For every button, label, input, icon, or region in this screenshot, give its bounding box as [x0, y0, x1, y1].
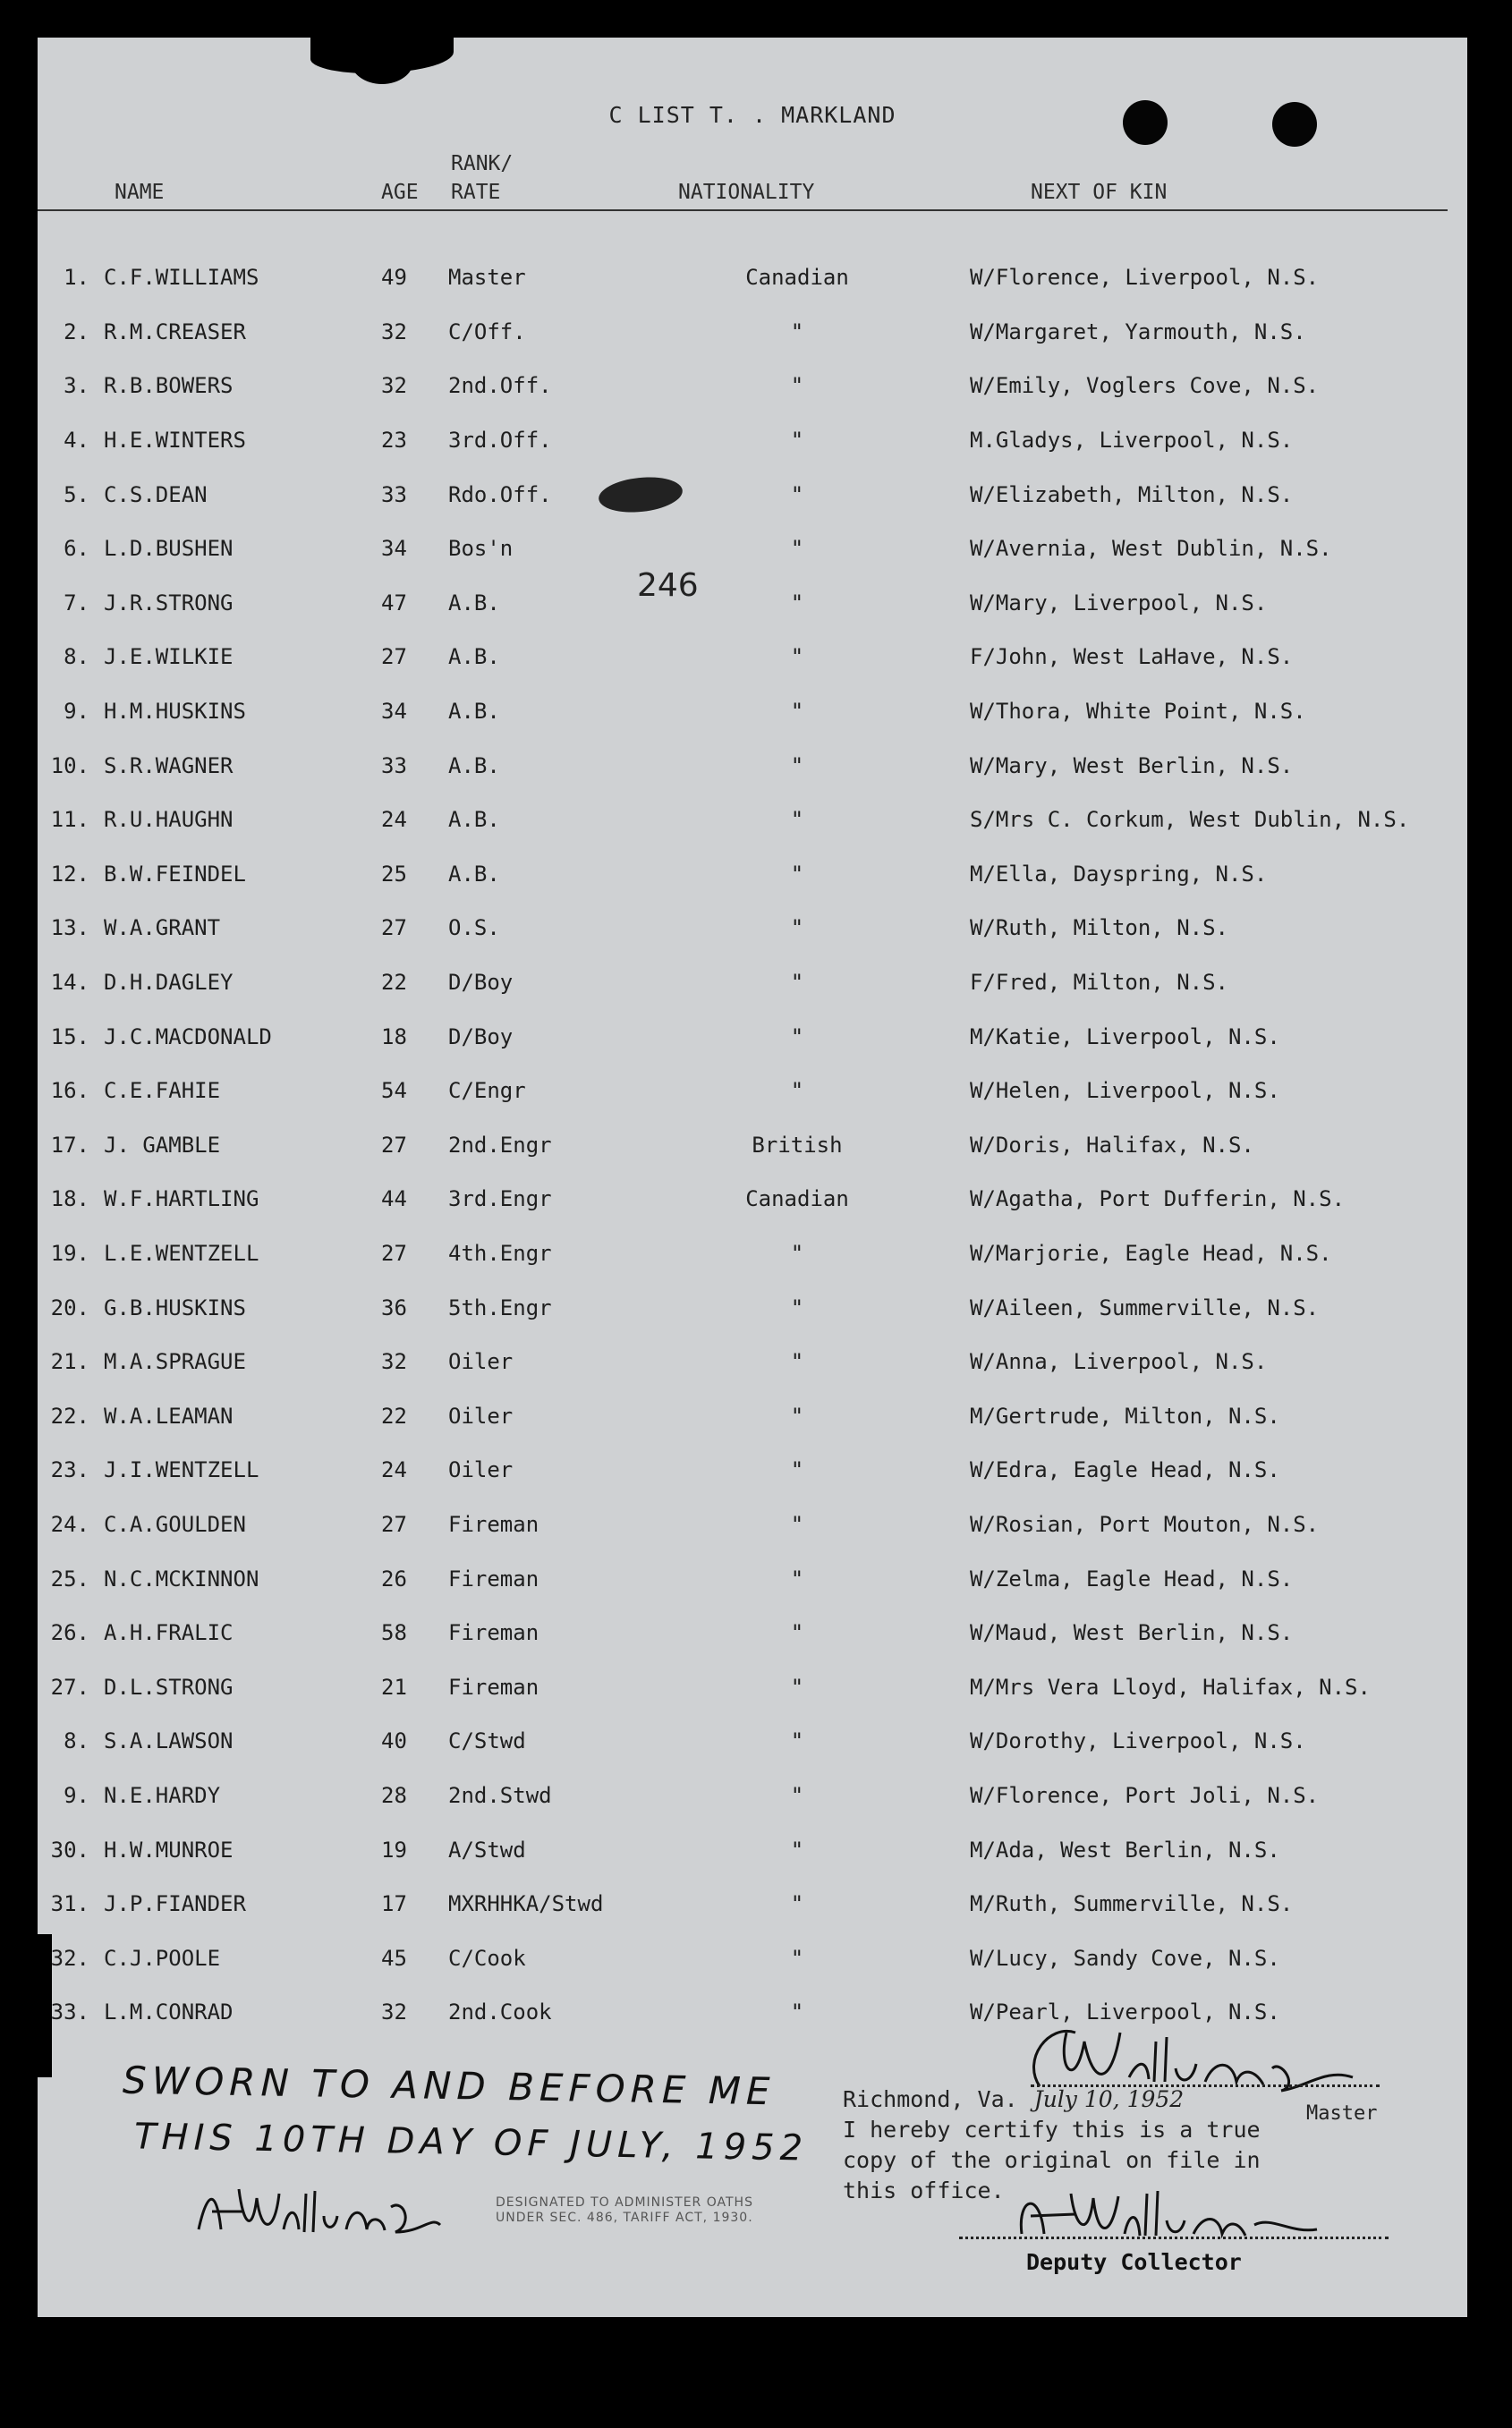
crew-name: W.F.HARTLING — [104, 1186, 259, 1212]
crew-nationality: " — [790, 1240, 804, 1266]
col-rank-header-line2: RATE — [451, 181, 501, 204]
crew-age: 32 — [381, 1349, 407, 1375]
crew-row — [38, 1931, 1409, 1985]
crew-age: 34 — [381, 699, 407, 725]
cert-line2: I hereby certify this is a true — [843, 2117, 1261, 2143]
crew-nationality: " — [790, 1457, 804, 1483]
crew-rank: A.B. — [448, 699, 500, 725]
crew-age: 21 — [381, 1674, 407, 1700]
crew-rank: Fireman — [448, 1674, 539, 1700]
crew-row — [38, 738, 1409, 793]
crew-name: G.B.HUSKINS — [104, 1295, 246, 1320]
crew-rank: A/Stwd — [448, 1837, 526, 1863]
crew-number: 13. — [50, 915, 89, 941]
crew-name: R.U.HAUGHN — [104, 807, 234, 833]
crew-next-of-kin: M/Gertrude, Milton, N.S. — [970, 1403, 1280, 1429]
crew-table — [38, 250, 1409, 2040]
crew-next-of-kin: W/Aileen, Summerville, N.S. — [970, 1295, 1320, 1320]
crew-age: 54 — [381, 1078, 407, 1104]
crew-rank: A.B. — [448, 807, 500, 833]
crew-nationality: " — [790, 915, 804, 941]
col-nationality-header: NATIONALITY — [678, 181, 815, 204]
crew-rank: Fireman — [448, 1620, 539, 1646]
crew-number: 10. — [50, 752, 89, 778]
crew-nationality: " — [790, 807, 804, 833]
crew-next-of-kin: W/Zelma, Eagle Head, N.S. — [970, 1566, 1294, 1592]
torn-edge — [351, 38, 413, 84]
crew-nationality: British — [752, 1132, 843, 1158]
crew-age: 27 — [381, 1132, 407, 1158]
crew-nationality: " — [790, 1078, 804, 1104]
crew-number: 31. — [50, 1891, 89, 1917]
crew-nationality: " — [790, 1782, 804, 1808]
crew-age: 27 — [381, 644, 407, 670]
crew-number: 8. — [64, 644, 89, 670]
crew-age: 24 — [381, 807, 407, 833]
crew-name: H.W.MUNROE — [104, 1837, 234, 1863]
crew-rank: Fireman — [448, 1511, 539, 1537]
header-rule — [38, 209, 1448, 211]
crew-row — [38, 576, 1409, 631]
crew-number: 17. — [50, 1132, 89, 1158]
col-age-header: AGE — [381, 181, 419, 204]
crew-nationality: " — [790, 318, 804, 344]
crew-next-of-kin: W/Florence, Liverpool, N.S. — [970, 265, 1320, 291]
crew-row — [38, 1280, 1409, 1335]
cert-line1: Richmond, Va. July 10, 1952 — [843, 2086, 1185, 2112]
crew-number: 6. — [64, 536, 89, 562]
crew-name: R.M.CREASER — [104, 318, 246, 344]
crew-row — [38, 1714, 1409, 1769]
designated-stamp — [496, 2195, 753, 2226]
crew-age: 40 — [381, 1728, 407, 1754]
crew-next-of-kin: F/Fred, Milton, N.S. — [970, 970, 1228, 996]
crew-row — [38, 359, 1409, 413]
crew-nationality: " — [790, 1023, 804, 1049]
crew-number: 24. — [50, 1511, 89, 1537]
crew-row — [38, 1118, 1409, 1173]
crew-nationality: " — [790, 428, 804, 454]
crew-name: W.A.LEAMAN — [104, 1403, 234, 1429]
crew-row — [38, 1877, 1409, 1931]
crew-number: 33. — [50, 1999, 89, 2025]
crew-nationality: " — [790, 1403, 804, 1429]
crew-row — [38, 793, 1409, 847]
crew-next-of-kin: W/Marjorie, Eagle Head, N.S. — [970, 1240, 1332, 1266]
crew-nationality: " — [790, 1295, 804, 1320]
crew-number: 8. — [64, 1728, 89, 1754]
crew-age: 47 — [381, 590, 407, 615]
crew-rank: Rdo.Off. — [448, 481, 552, 507]
cert-line3: copy of the original on file in — [843, 2147, 1261, 2173]
crew-age: 32 — [381, 1999, 407, 2025]
crew-age: 24 — [381, 1457, 407, 1483]
crew-next-of-kin: W/Dorothy, Liverpool, N.S. — [970, 1728, 1306, 1754]
crew-row — [38, 522, 1409, 576]
crew-next-of-kin: W/Mary, Liverpool, N.S. — [970, 590, 1268, 615]
crew-rank: Master — [448, 265, 526, 291]
crew-next-of-kin: W/Mary, West Berlin, N.S. — [970, 752, 1294, 778]
crew-age: 28 — [381, 1782, 407, 1808]
crew-nationality: " — [790, 481, 804, 507]
crew-nationality: " — [790, 1566, 804, 1592]
crew-rank: A.B. — [448, 644, 500, 670]
crew-age: 18 — [381, 1023, 407, 1049]
crew-name: C.F.WILLIAMS — [104, 265, 259, 291]
certification-block — [843, 2084, 1261, 2206]
designated-line1: DESIGNATED TO ADMINISTER OATHS — [496, 2195, 753, 2210]
crew-rank: 2nd.Engr — [448, 1132, 552, 1158]
crew-next-of-kin: W/Rosian, Port Mouton, N.S. — [970, 1511, 1320, 1537]
crew-age: 26 — [381, 1566, 407, 1592]
handwritten-oath-line1: SWORN TO AND BEFORE ME — [122, 2058, 776, 2114]
crew-number: 22. — [50, 1403, 89, 1429]
crew-next-of-kin: F/John, West LaHave, N.S. — [970, 644, 1294, 670]
crew-name: D.H.DAGLEY — [104, 970, 234, 996]
crew-next-of-kin: W/Anna, Liverpool, N.S. — [970, 1349, 1268, 1375]
crew-row — [38, 1388, 1409, 1443]
crew-next-of-kin: W/Margaret, Yarmouth, N.S. — [970, 318, 1306, 344]
crew-number: 26. — [50, 1620, 89, 1646]
crew-name: A.H.FRALIC — [104, 1620, 234, 1646]
crew-row — [38, 847, 1409, 902]
crew-next-of-kin: W/Agatha, Port Dufferin, N.S. — [970, 1186, 1346, 1212]
crew-age: 27 — [381, 1511, 407, 1537]
crew-rank: 2nd.Off. — [448, 373, 552, 399]
crew-age: 33 — [381, 481, 407, 507]
crew-age: 58 — [381, 1620, 407, 1646]
crew-number: 14. — [50, 970, 89, 996]
crew-row — [38, 1551, 1409, 1606]
crew-next-of-kin: M/Ella, Dayspring, N.S. — [970, 861, 1268, 887]
col-kin-header: NEXT OF KIN — [1031, 181, 1168, 204]
designated-line2: UNDER SEC. 486, TARIFF ACT, 1930. — [496, 2211, 753, 2225]
crew-next-of-kin: W/Elizabeth, Milton, N.S. — [970, 481, 1294, 507]
crew-next-of-kin: M/Katie, Liverpool, N.S. — [970, 1023, 1280, 1049]
crew-number: 2. — [64, 318, 89, 344]
crew-age: 19 — [381, 1837, 407, 1863]
crew-age: 33 — [381, 752, 407, 778]
crew-name: J.P.FIANDER — [104, 1891, 246, 1917]
crew-next-of-kin: W/Florence, Port Joli, N.S. — [970, 1782, 1320, 1808]
crew-row — [38, 305, 1409, 360]
crew-next-of-kin: W/Thora, White Point, N.S. — [970, 699, 1306, 725]
document-title: C LIST T. . MARKLAND — [608, 102, 896, 128]
crew-nationality: " — [790, 1511, 804, 1537]
crew-name: N.E.HARDY — [104, 1782, 221, 1808]
crew-next-of-kin: W/Avernia, West Dublin, N.S. — [970, 536, 1332, 562]
crew-nationality: " — [790, 1620, 804, 1646]
crew-age: 32 — [381, 373, 407, 399]
crew-number: 15. — [50, 1023, 89, 1049]
crew-number: 25. — [50, 1566, 89, 1592]
crew-name: M.A.SPRAGUE — [104, 1349, 246, 1375]
crew-row — [38, 630, 1409, 684]
crew-row — [38, 1822, 1409, 1877]
crew-next-of-kin: W/Doris, Halifax, N.S. — [970, 1132, 1254, 1158]
crew-name: L.M.CONRAD — [104, 1999, 234, 2025]
crew-nationality: " — [790, 536, 804, 562]
crew-rank: 5th.Engr — [448, 1295, 552, 1320]
crew-name: L.E.WENTZELL — [104, 1240, 259, 1266]
crew-nationality: " — [790, 1837, 804, 1863]
crew-row — [38, 1498, 1409, 1552]
crew-name: C.A.GOULDEN — [104, 1511, 246, 1537]
crew-age: 44 — [381, 1186, 407, 1212]
crew-age: 36 — [381, 1295, 407, 1320]
crew-age: 34 — [381, 536, 407, 562]
crew-age: 27 — [381, 1240, 407, 1266]
crew-name: C.E.FAHIE — [104, 1078, 221, 1104]
crew-number: 11. — [50, 807, 89, 833]
crew-name: C.J.POOLE — [104, 1945, 221, 1971]
crew-next-of-kin: M/Mrs Vera Lloyd, Halifax, N.S. — [970, 1674, 1371, 1700]
master-label: Master — [1306, 2102, 1378, 2125]
crew-name: L.D.BUSHEN — [104, 536, 234, 562]
crew-name: J.I.WENTZELL — [104, 1457, 259, 1483]
crew-name: W.A.GRANT — [104, 915, 221, 941]
crew-rank: C/Off. — [448, 318, 526, 344]
crew-age: 45 — [381, 1945, 407, 1971]
crew-nationality: " — [790, 1999, 804, 2025]
crew-number: 23. — [50, 1457, 89, 1483]
crew-nationality: " — [790, 644, 804, 670]
crew-rank: Bos'n — [448, 536, 514, 562]
crew-row — [38, 684, 1409, 739]
crew-next-of-kin: W/Emily, Voglers Cove, N.S. — [970, 373, 1320, 399]
handwritten-date: July 10, 1952 — [1033, 2086, 1185, 2112]
crew-name: J. GAMBLE — [104, 1132, 221, 1158]
crew-rank: D/Boy — [448, 970, 514, 996]
crew-rank: C/Cook — [448, 1945, 526, 1971]
crew-rank: C/Engr — [448, 1078, 526, 1104]
crew-nationality: " — [790, 1674, 804, 1700]
crew-row — [38, 467, 1409, 522]
crew-number: 16. — [50, 1078, 89, 1104]
crew-rank: A.B. — [448, 752, 500, 778]
crew-row — [38, 955, 1409, 1010]
crew-nationality: " — [790, 699, 804, 725]
handwritten-oath-line2: THIS 10TH DAY OF JULY, 1952 — [133, 2116, 809, 2169]
crew-next-of-kin: W/Ruth, Milton, N.S. — [970, 915, 1228, 941]
crew-row — [38, 1009, 1409, 1064]
crew-age: 17 — [381, 1891, 407, 1917]
crew-rank: 4th.Engr — [448, 1240, 552, 1266]
crew-nationality: " — [790, 1945, 804, 1971]
crew-rank: Oiler — [448, 1457, 514, 1483]
crew-number: 9. — [64, 699, 89, 725]
crew-name: N.C.MCKINNON — [104, 1566, 259, 1592]
crew-number: 3. — [64, 373, 89, 399]
crew-rank: A.B. — [448, 861, 500, 887]
crew-row — [38, 901, 1409, 955]
crew-number: 12. — [50, 861, 89, 887]
crew-name: H.M.HUSKINS — [104, 699, 246, 725]
crew-next-of-kin: M.Gladys, Liverpool, N.S. — [970, 428, 1294, 454]
deputy-collector-label: Deputy Collector — [1026, 2249, 1242, 2275]
crew-next-of-kin: W/Maud, West Berlin, N.S. — [970, 1620, 1294, 1646]
crew-age: 27 — [381, 915, 407, 941]
document-page — [38, 38, 1467, 2317]
crew-number: 4. — [64, 428, 89, 454]
crew-rank: Fireman — [448, 1566, 539, 1592]
crew-next-of-kin: M/Ada, West Berlin, N.S. — [970, 1837, 1280, 1863]
crew-number: 5. — [64, 481, 89, 507]
crew-rank: A.B. — [448, 590, 500, 615]
crew-row — [38, 1443, 1409, 1498]
crew-row — [38, 250, 1409, 305]
crew-nationality: " — [790, 373, 804, 399]
crew-number: 9. — [64, 1782, 89, 1808]
crew-number: 20. — [50, 1295, 89, 1320]
crew-age: 25 — [381, 861, 407, 887]
col-name-header: NAME — [115, 181, 165, 204]
crew-rank: 2nd.Stwd — [448, 1782, 552, 1808]
crew-rank: 3rd.Engr — [448, 1186, 552, 1212]
stamp-number: 246 — [637, 567, 699, 604]
crew-name: S.A.LAWSON — [104, 1728, 234, 1754]
crew-row — [38, 1769, 1409, 1823]
crew-nationality: " — [790, 861, 804, 887]
crew-nationality: " — [790, 1891, 804, 1917]
crew-rank: 2nd.Cook — [448, 1999, 552, 2025]
crew-number: 7. — [64, 590, 89, 615]
crew-rank: Oiler — [448, 1349, 514, 1375]
crew-rank: O.S. — [448, 915, 500, 941]
crew-rank: Oiler — [448, 1403, 514, 1429]
crew-rank: D/Boy — [448, 1023, 514, 1049]
crew-next-of-kin: W/Lucy, Sandy Cove, N.S. — [970, 1945, 1280, 1971]
crew-number: 30. — [50, 1837, 89, 1863]
crew-name: J.C.MACDONALD — [104, 1023, 272, 1049]
crew-row — [38, 1660, 1409, 1714]
crew-name: J.E.WILKIE — [104, 644, 234, 670]
crew-name: J.R.STRONG — [104, 590, 234, 615]
crew-age: 22 — [381, 1403, 407, 1429]
crew-age: 22 — [381, 970, 407, 996]
deputy-signature-line — [959, 2237, 1389, 2239]
crew-next-of-kin: S/Mrs C. Corkum, West Dublin, N.S. — [970, 807, 1410, 833]
crew-nationality: " — [790, 1349, 804, 1375]
crew-row — [38, 1064, 1409, 1118]
crew-nationality: Canadian — [745, 1186, 849, 1212]
crew-number: 32. — [50, 1945, 89, 1971]
crew-age: 23 — [381, 428, 407, 454]
col-rank-header-line1: RANK/ — [451, 152, 514, 175]
crew-row — [38, 1335, 1409, 1389]
crew-name: B.W.FEINDEL — [104, 861, 246, 887]
crew-name: D.L.STRONG — [104, 1674, 234, 1700]
crew-rank: MXRHHKA/Stwd — [448, 1891, 604, 1917]
crew-next-of-kin: W/Helen, Liverpool, N.S. — [970, 1078, 1280, 1104]
crew-nationality: Canadian — [745, 265, 849, 291]
crew-number: 18. — [50, 1186, 89, 1212]
crew-row — [38, 1172, 1409, 1227]
crew-row — [38, 1227, 1409, 1281]
crew-next-of-kin: W/Edra, Eagle Head, N.S. — [970, 1457, 1280, 1483]
crew-next-of-kin: M/Ruth, Summerville, N.S. — [970, 1891, 1294, 1917]
crew-row — [38, 413, 1409, 468]
crew-nationality: " — [790, 1728, 804, 1754]
crew-name: S.R.WAGNER — [104, 752, 234, 778]
crew-row — [38, 1606, 1409, 1660]
crew-name: H.E.WINTERS — [104, 428, 246, 454]
cert-line4: this office. — [843, 2178, 1005, 2203]
crew-number: 27. — [50, 1674, 89, 1700]
crew-number: 21. — [50, 1349, 89, 1375]
crew-number: 19. — [50, 1240, 89, 1266]
crew-age: 49 — [381, 265, 407, 291]
crew-nationality: " — [790, 590, 804, 615]
crew-rank: C/Stwd — [448, 1728, 526, 1754]
crew-next-of-kin: W/Pearl, Liverpool, N.S. — [970, 1999, 1280, 2025]
crew-nationality: " — [790, 752, 804, 778]
crew-rank: 3rd.Off. — [448, 428, 552, 454]
crew-name: C.S.DEAN — [104, 481, 208, 507]
crew-age: 32 — [381, 318, 407, 344]
crew-nationality: " — [790, 970, 804, 996]
signature-left — [190, 2180, 494, 2252]
crew-name: R.B.BOWERS — [104, 373, 234, 399]
crew-number: 1. — [64, 265, 89, 291]
